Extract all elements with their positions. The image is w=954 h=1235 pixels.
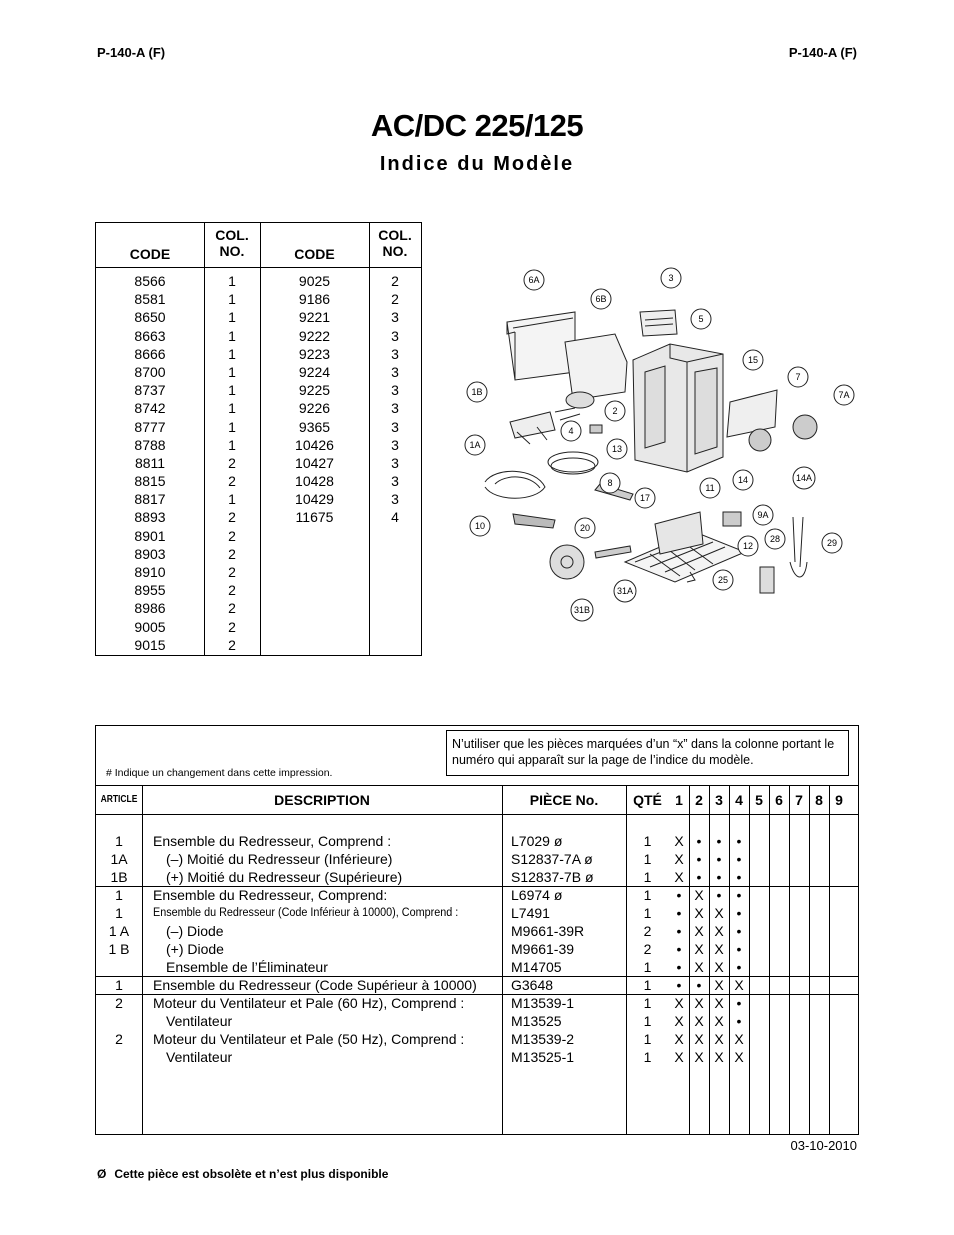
parts-row <box>96 1030 860 1048</box>
column-number: 2 <box>228 473 236 490</box>
article-number: 1 B <box>108 941 130 957</box>
part-number: L7029 ø <box>511 833 563 849</box>
column-number: 2 <box>228 545 236 562</box>
callout-label: 13 <box>611 444 623 454</box>
column-mark: • <box>696 977 702 993</box>
print-date: 03-10-2010 <box>790 1138 857 1153</box>
code-column-2 <box>260 272 369 527</box>
column-number: 3 <box>391 418 399 435</box>
column-mark: • <box>736 1013 742 1029</box>
model-code: 8777 <box>134 418 166 435</box>
model-code: 11675 <box>295 509 334 526</box>
part-number: M13539-1 <box>511 995 575 1011</box>
column-mark: • <box>716 887 722 903</box>
header-qty: QTÉ <box>633 792 662 808</box>
callout-label: 29 <box>826 538 838 548</box>
part-description: Ensemble de l’Éliminateur <box>166 959 328 975</box>
callout-label: 14A <box>795 473 813 483</box>
column-mark: • <box>716 833 722 849</box>
column-mark: X <box>674 851 684 867</box>
quantity: 1 <box>643 1049 652 1065</box>
callout-label: 14 <box>737 475 749 485</box>
quantity: 1 <box>643 851 652 867</box>
part-number: L6974 ø <box>511 887 563 903</box>
change-note: # Indique un changement dans cette impression. <box>106 767 333 779</box>
model-code: 9025 <box>298 273 331 289</box>
header-column-4: 4 <box>735 792 743 808</box>
parts-row <box>96 886 860 904</box>
parts-row <box>96 958 860 976</box>
column-mark: X <box>674 869 684 885</box>
quantity: 1 <box>643 959 652 975</box>
header-code-2: CODE <box>260 223 369 268</box>
column-mark: X <box>694 923 704 939</box>
column-mark: • <box>736 887 742 903</box>
column-number: 4 <box>391 509 399 526</box>
column-number: 3 <box>391 436 399 453</box>
quantity: 1 <box>643 869 652 885</box>
header-column-3: 3 <box>715 792 723 808</box>
callout-label: 6A <box>528 275 540 285</box>
column-mark: • <box>736 941 742 957</box>
column-mark: X <box>694 1049 704 1065</box>
column-number: 1 <box>228 345 236 362</box>
part-number: M14705 <box>511 959 562 975</box>
column-number: 3 <box>391 473 399 490</box>
column-mark: X <box>694 1031 704 1047</box>
column-mark: X <box>694 1013 704 1029</box>
quantity: 1 <box>643 977 652 993</box>
column-mark: • <box>736 995 742 1011</box>
header-description: DESCRIPTION <box>274 792 370 808</box>
part-number: S12837-7B ø <box>511 869 594 885</box>
model-code: 8811 <box>134 454 166 471</box>
parts-row <box>96 994 860 1012</box>
model-code: 8901 <box>134 527 166 544</box>
part-description: Ensemble du Redresseur (Code Inférieur à 10000), Comprend : <box>153 907 459 919</box>
part-description: (+) Moitié du Redresseur (Supérieure) <box>166 869 403 885</box>
parts-row <box>96 940 860 958</box>
column-mark: X <box>714 959 724 975</box>
column-mark: X <box>734 977 744 993</box>
column-mark: X <box>714 995 724 1011</box>
column-mark: • <box>676 887 682 903</box>
callout-label: 7A <box>838 390 850 400</box>
part-number: M9661-39R <box>511 923 585 939</box>
parts-row <box>96 1048 860 1066</box>
callout-label: 7 <box>795 372 801 382</box>
column-mark: X <box>674 1049 684 1065</box>
quantity: 1 <box>643 887 652 903</box>
column-number: 1 <box>228 309 236 326</box>
parts-row <box>96 868 860 886</box>
quantity: 1 <box>643 833 652 849</box>
column-number: 1 <box>228 436 236 453</box>
callout-label: 20 <box>579 523 591 533</box>
page-subtitle: Indice du Modèle <box>379 153 575 175</box>
callout-label: 6B <box>595 294 607 304</box>
model-code: 9005 <box>134 618 166 635</box>
part-number: M13525 <box>511 1013 562 1029</box>
callout-label: 15 <box>747 355 759 365</box>
model-code: 8893 <box>134 509 166 526</box>
header-part-no: PIÈCE No. <box>529 792 599 808</box>
quantity: 1 <box>643 905 652 921</box>
obsolete-text: Cette pièce est obsolète et n’est plus disponible <box>114 1167 389 1181</box>
callout-label: 10 <box>474 521 486 531</box>
callout-label: 12 <box>742 541 754 551</box>
column-mark: • <box>676 905 682 921</box>
column-number: 2 <box>228 509 236 526</box>
callout-label: 11 <box>705 483 715 493</box>
quantity: 1 <box>643 1013 652 1029</box>
column-number: 3 <box>391 454 399 471</box>
article-number: 1A <box>110 851 128 867</box>
part-number: M13539-2 <box>511 1031 575 1047</box>
column-number: 2 <box>228 454 236 471</box>
callout-label: 17 <box>639 493 651 503</box>
callout-label: 4 <box>568 426 574 436</box>
column-mark: X <box>714 941 724 957</box>
column-mark: X <box>734 1049 744 1065</box>
column-mark: X <box>734 1031 744 1047</box>
column-number: 1 <box>228 418 236 435</box>
article-number: 2 <box>115 995 123 1011</box>
model-code: 10428 <box>295 473 334 490</box>
column-number: 1 <box>228 400 236 417</box>
model-index-table <box>95 222 422 656</box>
column-number: 2 <box>391 291 399 308</box>
column-mark: X <box>714 1031 724 1047</box>
column-mark: X <box>714 1013 724 1029</box>
article-number: 1 <box>115 887 123 903</box>
column-number: 3 <box>391 345 399 362</box>
part-description: (–) Moitié du Redresseur (Inférieure) <box>166 851 393 867</box>
column-number: 3 <box>391 400 399 417</box>
quantity: 2 <box>643 941 652 957</box>
model-code: 9015 <box>134 636 166 653</box>
model-code: 8742 <box>134 400 166 417</box>
column-number: 2 <box>228 564 236 580</box>
callout-label: 1B <box>471 387 483 397</box>
column-number: 1 <box>228 291 236 308</box>
page-title: AC/DC 225/125 <box>370 108 584 143</box>
column-mark: X <box>714 977 724 993</box>
model-code: 9221 <box>298 309 331 326</box>
part-description: Ensemble du Redresseur (Code Supérieur à 10000) <box>153 977 477 993</box>
page-code-right: P-140-A (F) <box>788 45 857 60</box>
column-number: 1 <box>228 273 236 289</box>
column-number: 1 <box>228 491 236 508</box>
model-code: 8666 <box>134 345 166 362</box>
obsolete-symbol: Ø <box>97 1167 107 1181</box>
part-description: Moteur du Ventilateur et Pale (50 Hz), Comprend : <box>153 1031 465 1047</box>
column-mark: X <box>674 995 684 1011</box>
column-mark: • <box>676 959 682 975</box>
article-number: 1 <box>115 977 123 993</box>
obsolete-footnote <box>97 1167 388 1181</box>
header-column-8: 8 <box>815 792 823 808</box>
model-code: 9365 <box>298 418 331 435</box>
parts-row <box>96 850 860 868</box>
column-mark: • <box>696 851 702 867</box>
column-number: 3 <box>391 327 399 344</box>
column-mark: X <box>714 1049 724 1065</box>
model-code: 9224 <box>298 363 331 380</box>
callout-label: 31B <box>573 605 591 615</box>
column-number: 3 <box>391 309 399 326</box>
model-code: 8737 <box>134 382 166 399</box>
parts-row <box>96 976 860 994</box>
header-column-5: 5 <box>755 792 763 808</box>
callout-label: 31A <box>616 586 634 596</box>
column-number: 3 <box>391 382 399 399</box>
model-code: 8815 <box>134 473 166 490</box>
column-mark: X <box>694 887 704 903</box>
parts-row <box>96 904 860 922</box>
part-description: Moteur du Ventilateur et Pale (60 Hz), Comprend : <box>153 995 465 1011</box>
column-mark: X <box>674 1031 684 1047</box>
column-mark: X <box>694 995 704 1011</box>
model-code: 8903 <box>134 545 166 562</box>
header-column-9: 9 <box>835 792 843 808</box>
column-mark: • <box>676 977 682 993</box>
column-number: 1 <box>228 363 236 380</box>
model-code: 10427 <box>295 454 334 471</box>
callout-label: 28 <box>769 534 781 544</box>
column-mark: • <box>736 905 742 921</box>
column-mark: • <box>736 923 742 939</box>
parts-table <box>95 725 859 1135</box>
column-mark: X <box>674 1013 684 1029</box>
column-number: 2 <box>228 527 236 544</box>
header-col-no-1: COL. NO. <box>204 223 260 268</box>
part-description: (+) Diode <box>166 941 224 957</box>
part-description: (–) Diode <box>166 923 224 939</box>
column-mark: X <box>694 941 704 957</box>
column-mark: X <box>714 923 724 939</box>
article-number: 2 <box>115 1031 123 1047</box>
col-no-column-2 <box>369 272 421 527</box>
column-mark: • <box>736 851 742 867</box>
column-mark: • <box>736 869 742 885</box>
part-number: G3648 <box>511 977 554 993</box>
column-mark: • <box>716 851 722 867</box>
model-code: 8986 <box>134 600 166 617</box>
column-mark: • <box>716 869 722 885</box>
callout-label: 9A <box>757 510 769 520</box>
column-mark: X <box>694 959 704 975</box>
model-code: 9223 <box>298 345 331 362</box>
column-number: 2 <box>228 600 236 617</box>
model-code: 9186 <box>298 291 331 308</box>
column-mark: • <box>736 833 742 849</box>
part-number: M9661-39 <box>511 941 575 957</box>
part-description: Ensemble du Redresseur, Comprend: <box>153 887 388 903</box>
model-code: 8955 <box>134 582 166 599</box>
quantity: 1 <box>643 1031 652 1047</box>
article-number: 1B <box>110 869 128 885</box>
header-column-6: 6 <box>775 792 783 808</box>
column-number: 2 <box>228 618 236 635</box>
header-column-7: 7 <box>795 792 803 808</box>
part-description: Ventilateur <box>166 1013 233 1029</box>
part-number: L7491 <box>511 905 550 921</box>
model-code: 8788 <box>134 436 166 453</box>
article-number: 1 <box>115 833 123 849</box>
column-number: 2 <box>228 636 236 653</box>
usage-note: N’utiliser que les pièces marquées d’un “x” dans la colonne portant le numéro qui apparaît sur la page de l’indice du modèle. <box>446 730 849 776</box>
column-mark: • <box>736 959 742 975</box>
part-description: Ensemble du Redresseur, Comprend : <box>153 833 392 849</box>
header-col-no-2: COL. NO. <box>369 223 421 268</box>
article-number: 1 <box>115 905 123 921</box>
column-number: 3 <box>391 491 399 508</box>
column-number: 2 <box>228 582 236 599</box>
column-mark: X <box>674 833 684 849</box>
model-code: 8566 <box>134 273 166 289</box>
column-mark: • <box>696 869 702 885</box>
header-article: ARTICLE <box>100 794 138 805</box>
model-code: 10426 <box>295 436 334 453</box>
part-number: S12837-7A ø <box>511 851 593 867</box>
code-column-1 <box>96 272 204 654</box>
callout-label: 1A <box>469 440 481 450</box>
model-code: 10429 <box>295 491 334 508</box>
page-code-left: P-140-A (F) <box>97 45 166 60</box>
model-code: 8700 <box>134 363 166 380</box>
part-description: Ventilateur <box>166 1049 233 1065</box>
model-code: 9225 <box>298 382 331 399</box>
column-number: 1 <box>228 382 236 399</box>
quantity: 2 <box>643 923 652 939</box>
column-mark: • <box>676 923 682 939</box>
callout-label: 25 <box>717 575 729 585</box>
column-mark: X <box>694 905 704 921</box>
column-number: 3 <box>391 363 399 380</box>
column-number: 1 <box>228 327 236 344</box>
callout-label: 3 <box>668 273 674 283</box>
model-code: 8663 <box>134 327 166 344</box>
header-code-1: CODE <box>96 223 204 268</box>
article-number: 1 A <box>108 923 130 939</box>
model-code: 8817 <box>134 491 166 508</box>
quantity: 1 <box>643 995 652 1011</box>
exploded-parts-diagram <box>455 262 875 622</box>
header-column-2: 2 <box>695 792 703 808</box>
column-mark: • <box>676 941 682 957</box>
col-no-column-1 <box>204 272 260 654</box>
model-code: 9226 <box>298 400 331 417</box>
callout-label: 2 <box>612 406 618 416</box>
callout-label: 8 <box>607 478 613 488</box>
header-column-1: 1 <box>675 792 683 808</box>
column-mark: X <box>714 905 724 921</box>
parts-row <box>96 922 860 940</box>
model-code: 8581 <box>134 291 166 308</box>
parts-row <box>96 1012 860 1030</box>
model-code: 8650 <box>134 309 166 326</box>
model-code: 9222 <box>298 327 331 344</box>
parts-row <box>96 832 860 850</box>
column-mark: • <box>696 833 702 849</box>
model-code: 8910 <box>134 564 166 580</box>
callout-label: 5 <box>698 314 704 324</box>
column-number: 2 <box>391 273 399 289</box>
part-number: M13525-1 <box>511 1049 575 1065</box>
